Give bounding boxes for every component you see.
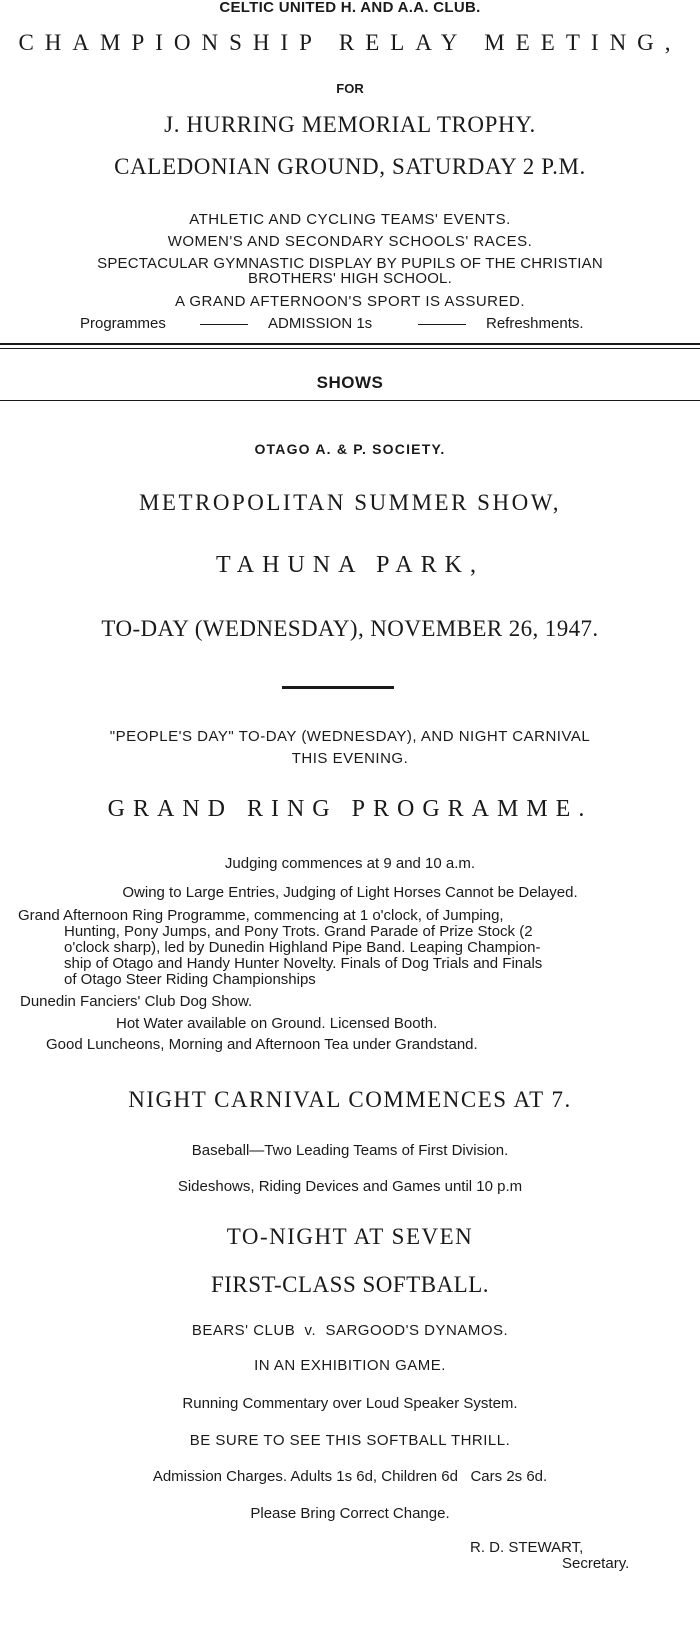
gymnastic-line-1: SPECTACULAR GYMNASTIC DISPLAY BY PUPILS OF THE CHRISTIAN [97,255,603,272]
peoples-day-line-1: "PEOPLE'S DAY" TO-DAY (WEDNESDAY), AND NIGHT CARNIVAL [109,728,591,745]
afternoon-line-2: Hunting, Pony Jumps, and Pony Trots. Grand Parade of Prize Stock (2 [64,923,533,940]
baseball-line: Baseball—Two Leading Teams of First Division. [191,1142,509,1159]
afternoon-paragraph [18,908,542,988]
gymnastic-line-2: BROTHERS' HIGH SCHOOL. [248,270,452,287]
club-name: CELTIC UNITED H. AND A.A. CLUB. [219,0,481,16]
relay-events-line: ATHLETIC AND CYCLING TEAMS' EVENTS. [189,211,511,228]
commentary-line: Running Commentary over Loud Speaker System. [182,1395,518,1412]
ring-programme-heading: GRAND RING PROGRAMME. [107,796,593,822]
exhibition-line: IN AN EXHIBITION GAME. [254,1357,446,1374]
section-rule [0,400,700,401]
dash-rule [418,324,466,325]
for-label: FOR [336,81,364,96]
correct-change-line: Please Bring Correct Change. [250,1505,450,1522]
show-date: TO-DAY (WEDNESDAY), NOVEMBER 26, 1947. [101,616,599,641]
double-rule-top [0,343,700,345]
hot-water-line: Hot Water available on Ground. Licensed Booth. [116,1015,438,1032]
signatory-name: R. D. STEWART, [470,1539,584,1556]
relay-races-line: WOMEN'S AND SECONDARY SCHOOLS' RACES. [167,233,533,250]
signatory-title: Secretary. [562,1555,630,1572]
dog-show-line: Dunedin Fanciers' Club Dog Show. [20,993,253,1010]
afternoon-line-5: of Otago Steer Riding Championships [64,971,316,988]
softball-heading: FIRST-CLASS SOFTBALL. [210,1272,490,1297]
refreshments-text: Refreshments. [486,315,584,332]
peoples-day-line-2: THIS EVENING. [291,750,409,767]
luncheons-line: Good Luncheons, Morning and Afternoon Tea under Grandstand. [46,1036,478,1053]
sport-assured-line: A GRAND AFTERNOON'S SPORT IS ASSURED. [174,293,526,310]
double-rule-bottom [0,348,700,349]
light-horses-line: Owing to Large Entries, Judging of Light Horses Cannot be Delayed. [122,884,578,901]
programmes-text: Programmes [80,315,166,332]
show-place: TAHUNA PARK, [216,552,484,578]
admission-text: ADMISSION 1s [268,315,373,332]
short-rule [282,686,394,689]
sideshows-line: Sideshows, Riding Devices and Games until 10 p.m [177,1178,523,1195]
admission-row [0,314,700,334]
show-title: METROPOLITAN SUMMER SHOW, [138,490,562,515]
be-sure-line: BE SURE TO SEE THIS SOFTBALL THRILL. [189,1432,511,1449]
tonight-heading: TO-NIGHT AT SEVEN [226,1224,474,1249]
night-carnival-heading: NIGHT CARNIVAL COMMENCES AT 7. [128,1087,572,1112]
venue-line: CALEDONIAN GROUND, SATURDAY 2 P.M. [114,154,586,179]
afternoon-line-1: Grand Afternoon Ring Programme, commencing at 1 o'clock, of Jumping, [18,907,504,924]
admission-charges-line: Admission Charges. Adults 1s 6d, Children 6d Cars 2s 6d. [152,1468,548,1485]
society-name: OTAGO A. & P. SOCIETY. [254,441,446,457]
afternoon-line-3: o'clock sharp), led by Dunedin Highland Pipe Band. Leaping Champion- [64,939,541,956]
trophy-name: J. HURRING MEMORIAL TROPHY. [164,112,536,137]
teams-line: BEARS' CLUB v. SARGOOD'S DYNAMOS. [191,1322,509,1339]
dash-rule [200,324,248,325]
afternoon-line-4: ship of Otago and Handy Hunter Novelty. Finals of Dog Trials and Finals [64,955,543,972]
judging-line: Judging commences at 9 and 10 a.m. [224,855,476,872]
event-title: CHAMPIONSHIP RELAY MEETING, [18,30,682,55]
section-heading: SHOWS [316,373,384,392]
